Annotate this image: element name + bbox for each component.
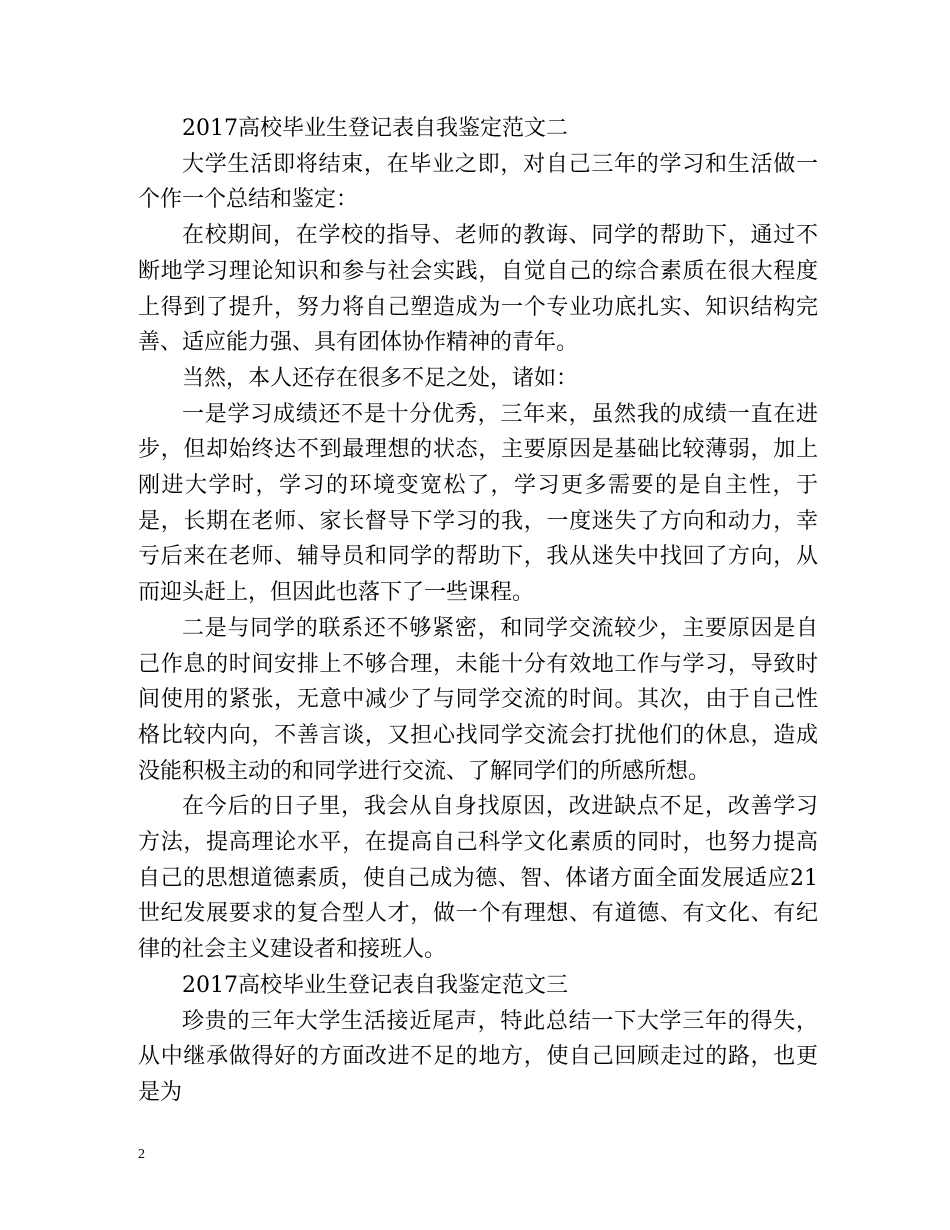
section-heading-2: 2017高校毕业生登记表自我鉴定范文二 xyxy=(182,116,568,141)
paragraph-future: 在今后的日子里，我会从自身找原因，改进缺点不足，改善学习方法，提高理论水平，在提高自己科学文化素质的同时，也努力提高自己的思想道德素质，使自己成为德、智、体诸方面全面发展适应21世纪发展要求的复合型人才，做一个有理想、有道德、有文化、有纪律的社会主义建设者和接班人。 xyxy=(138,794,818,963)
document-body xyxy=(138,111,818,1111)
paragraph-first-point: 一是学习成绩还不是十分优秀，三年来，虽然我的成绩一直在进步，但却始终达不到最理想的状态，主要原因是基础比较薄弱，加上刚进大学时，学习的环境变宽松了，学习更多需要的是自主性，于是，长期在老师、家长督导下学习的我，一度迷失了方向和动力，幸亏后来在老师、辅导员和同学的帮助下，我从迷失中找回了方向，从而迎头赶上，但因此也落下了一些课程。 xyxy=(138,401,818,606)
paragraph-school-period: 在校期间，在学校的指导、老师的教诲、同学的帮助下，通过不断地学习理论知识和参与社会实践，自觉自己的综合素质在很大程度上得到了提升，努力将自己塑造成为一个专业功底扎实、知识结构完善、适应能力强、具有团体协作精神的青年。 xyxy=(138,223,818,356)
paragraph-intro: 大学生活即将结束，在毕业之即，对自己三年的学习和生活做一个作一个总结和鉴定： xyxy=(138,151,818,213)
paragraph-shortcomings: 当然，本人还存在很多不足之处，诸如： xyxy=(182,365,579,391)
paragraph-second-point: 二是与同学的联系还不够紧密，和同学交流较少，主要原因是自己作息的时间安排上不够合理，未能十分有效地工作与学习，导致时间使用的紧张，无意中减少了与同学交流的时间。其次，由于自己性格比较内向，不善言谈，又担心找同学交流会打扰他们的休息，造成没能积极主动的和同学进行交流、了解同学们的所感所想。 xyxy=(138,615,818,784)
paragraph-section-3-intro: 珍贵的三年大学生活接近尾声，特此总结一下大学三年的得失，从中继承做得好的方面改进不足的地方，使自己回顾走过的路，也更是为 xyxy=(138,1008,818,1105)
page-number: 2 xyxy=(138,1147,145,1162)
section-heading-3: 2017高校毕业生登记表自我鉴定范文三 xyxy=(182,972,568,998)
